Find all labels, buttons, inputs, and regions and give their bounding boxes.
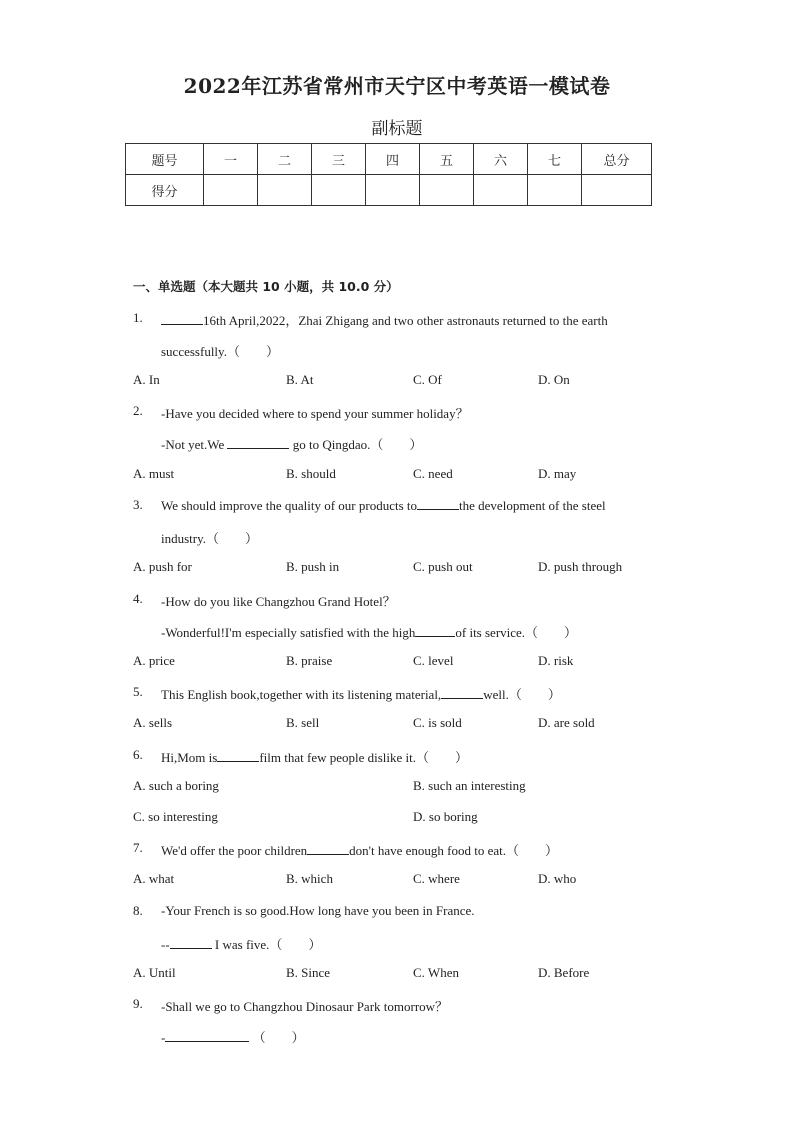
score-input-total[interactable] xyxy=(582,175,652,206)
option-a[interactable]: A. price xyxy=(133,653,175,668)
score-row-label: 得分 xyxy=(126,175,204,206)
question-text-line2 xyxy=(161,1027,305,1046)
question-text: -How do you like Changzhou Grand Hotel？ xyxy=(161,594,396,609)
option-b[interactable]: B. push in xyxy=(286,559,340,574)
option-b[interactable]: B. At xyxy=(286,372,314,387)
option-d[interactable]: D. push through xyxy=(538,559,623,574)
score-input-4[interactable] xyxy=(366,175,420,206)
question-text: -Your French is so good.How long have you been in France. xyxy=(161,903,475,918)
question-text-part: -Not yet.We xyxy=(161,437,225,452)
question-number: 6. xyxy=(133,747,143,762)
score-cell-7: 七 xyxy=(528,144,582,175)
option-c[interactable]: C. where xyxy=(413,871,460,886)
score-cell-2: 二 xyxy=(258,144,312,175)
question-text xyxy=(161,840,558,859)
option-d[interactable]: D. On xyxy=(538,372,570,387)
option-c[interactable]: C. so interesting xyxy=(133,809,218,824)
option-b[interactable]: B. sell xyxy=(286,715,320,730)
option-a[interactable]: A. Until xyxy=(133,965,176,980)
question-text-line2: industry.（ ） xyxy=(161,531,259,546)
question-number: 3. xyxy=(133,497,143,512)
option-d[interactable]: D. who xyxy=(538,871,577,886)
answer-blank[interactable] xyxy=(165,1029,249,1042)
question-text-part: well.（ ） xyxy=(483,687,561,702)
question-text-part: film that few people dislike it.（ ） xyxy=(259,750,469,765)
question-text-part: go to Qingdao.（ ） xyxy=(292,437,423,452)
option-b[interactable]: B. praise xyxy=(286,653,333,668)
score-cell-4: 四 xyxy=(366,144,420,175)
answer-blank[interactable] xyxy=(217,749,259,762)
score-input-5[interactable] xyxy=(420,175,474,206)
option-b[interactable]: B. such an interesting xyxy=(413,778,526,793)
score-cell-label: 题号 xyxy=(126,144,204,175)
question-number: 4. xyxy=(133,591,143,606)
option-a[interactable]: A. such a boring xyxy=(133,778,219,793)
score-input-1[interactable] xyxy=(204,175,258,206)
answer-blank[interactable] xyxy=(441,686,483,699)
option-d[interactable]: D. may xyxy=(538,466,577,481)
option-a[interactable]: A. sells xyxy=(133,715,172,730)
question-text: -Have you decided where to spend your summer holiday？ xyxy=(161,406,469,421)
question-text-part: - xyxy=(161,1030,166,1045)
question-text-part: 16th April,2022，Zhai Zhigang and two other astronauts returned to the earth xyxy=(203,313,608,328)
question-text-part: This English book,together with its listening material, xyxy=(161,687,442,702)
option-c[interactable]: C. push out xyxy=(413,559,473,574)
option-c[interactable]: C. is sold xyxy=(413,715,462,730)
question-text-part: -Wonderful!I'm especially satisfied with the high xyxy=(161,625,416,640)
option-a[interactable]: A. must xyxy=(133,466,175,481)
score-input-6[interactable] xyxy=(474,175,528,206)
score-input-2[interactable] xyxy=(258,175,312,206)
question-text-part: I was five.（ ） xyxy=(214,937,322,952)
question-text-part: don't have enough food to eat.（ ） xyxy=(349,843,559,858)
question-text-line2 xyxy=(161,622,577,641)
score-table xyxy=(125,143,652,206)
answer-blank[interactable] xyxy=(170,936,212,949)
question-text-line2: successfully.（ ） xyxy=(161,344,279,359)
question-text-part: Hi,Mom is xyxy=(161,750,218,765)
question-text-line2 xyxy=(161,434,422,453)
question-text xyxy=(161,684,561,703)
option-a[interactable]: A. what xyxy=(133,871,175,886)
question-number: 1. xyxy=(133,310,143,325)
exam-title: 2022年江苏省常州市天宁区中考英语一模试卷 xyxy=(183,74,611,98)
score-cell-3: 三 xyxy=(312,144,366,175)
option-d[interactable]: D. risk xyxy=(538,653,574,668)
answer-blank[interactable] xyxy=(415,624,455,637)
answer-blank[interactable] xyxy=(161,312,203,325)
option-c[interactable]: C. level xyxy=(413,653,454,668)
score-cell-1: 一 xyxy=(204,144,258,175)
question-text-part: We'd offer the poor children xyxy=(161,843,308,858)
score-table-header-row xyxy=(126,144,652,175)
option-d[interactable]: D. Before xyxy=(538,965,590,980)
question-text xyxy=(161,497,606,514)
option-b[interactable]: B. Since xyxy=(286,965,331,980)
question-number: 9. xyxy=(133,996,143,1011)
answer-blank[interactable] xyxy=(417,497,459,510)
question-number: 7. xyxy=(133,840,143,855)
option-c[interactable]: C. Of xyxy=(413,372,442,387)
option-c[interactable]: C. need xyxy=(413,466,453,481)
option-a[interactable]: A. In xyxy=(133,372,160,387)
question-text-part: （ ） xyxy=(252,1030,305,1045)
answer-blank[interactable] xyxy=(227,436,289,449)
question-text: -Shall we go to Changzhou Dinosaur Park tomorrow？ xyxy=(161,999,449,1014)
question-number: 5. xyxy=(133,684,143,699)
answer-blank[interactable] xyxy=(307,842,349,855)
question-text-part: We should improve the quality of our products to xyxy=(161,498,418,513)
section-heading: 一、单选题（本大题共 10 小题，共 10.0 分） xyxy=(133,279,399,294)
score-cell-total: 总分 xyxy=(582,144,652,175)
option-d[interactable]: D. are sold xyxy=(538,715,595,730)
question-text-line2 xyxy=(161,934,321,953)
option-c[interactable]: C. When xyxy=(413,965,459,980)
question-text xyxy=(161,747,468,766)
option-b[interactable]: B. which xyxy=(286,871,333,886)
exam-subtitle: 副标题 xyxy=(371,119,423,139)
score-input-3[interactable] xyxy=(312,175,366,206)
question-text-part: -- xyxy=(161,937,170,952)
score-input-7[interactable] xyxy=(528,175,582,206)
question-number: 8. xyxy=(133,903,143,918)
question-number: 2. xyxy=(133,403,143,418)
score-cell-6: 六 xyxy=(474,144,528,175)
question-text-part: the development of the steel xyxy=(459,498,606,513)
option-d[interactable]: D. so boring xyxy=(413,809,478,824)
option-a[interactable]: A. push for xyxy=(133,559,192,574)
score-table-score-row xyxy=(126,175,652,206)
question-text xyxy=(161,310,608,329)
option-b[interactable]: B. should xyxy=(286,466,336,481)
question-text-part: of its service.（ ） xyxy=(455,625,578,640)
score-cell-5: 五 xyxy=(420,144,474,175)
